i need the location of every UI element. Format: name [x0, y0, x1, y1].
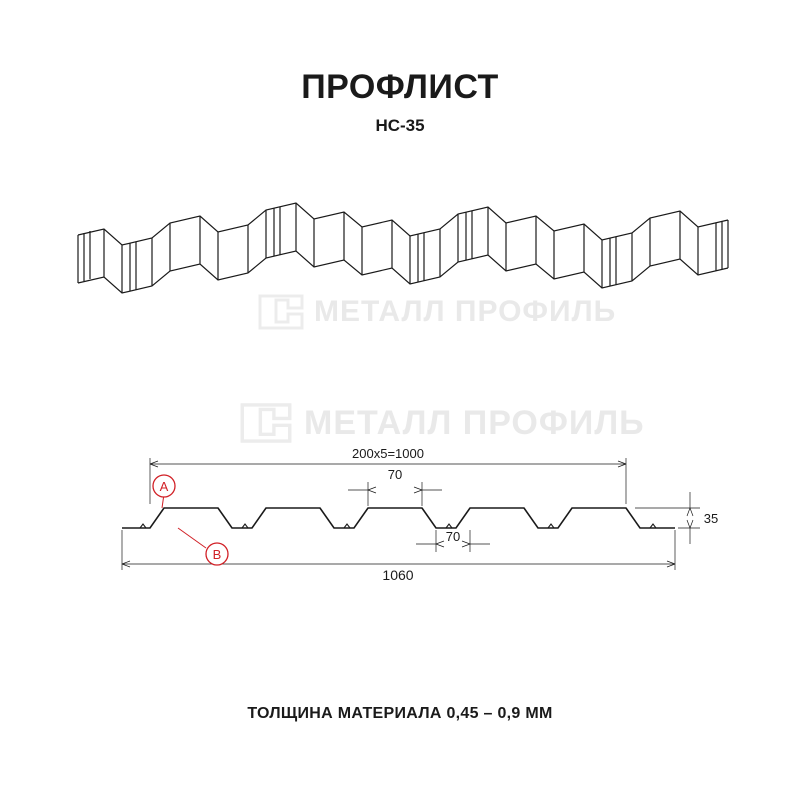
watermark-text: МЕТАЛЛ ПРОФИЛЬ: [304, 403, 645, 442]
dim-working-width: 200х5=1000: [352, 446, 424, 461]
section-view: [90, 430, 730, 600]
callout-b-label: B: [212, 547, 222, 562]
callout-a-label: A: [159, 479, 169, 494]
page-title: ПРОФЛИСТ: [301, 68, 499, 106]
dim-rib-bottom: 70: [445, 529, 461, 544]
callout-b: [206, 543, 228, 565]
material-thickness-note: ТОЛЩИНА МАТЕРИАЛА 0,45 – 0,9 ММ: [247, 705, 553, 722]
dim-height: 35: [703, 511, 719, 526]
isometric-sheet-svg: [60, 195, 750, 355]
callout-a: [153, 475, 175, 497]
watermark-text: МЕТАЛЛ ПРОФИЛЬ: [314, 295, 617, 328]
section-drawing-svg: [90, 430, 730, 600]
dim-rib-top: 70: [387, 467, 403, 482]
model-subtitle: НС-35: [375, 116, 425, 135]
isometric-view: [60, 195, 750, 355]
dim-total-width: 1060: [382, 567, 414, 583]
